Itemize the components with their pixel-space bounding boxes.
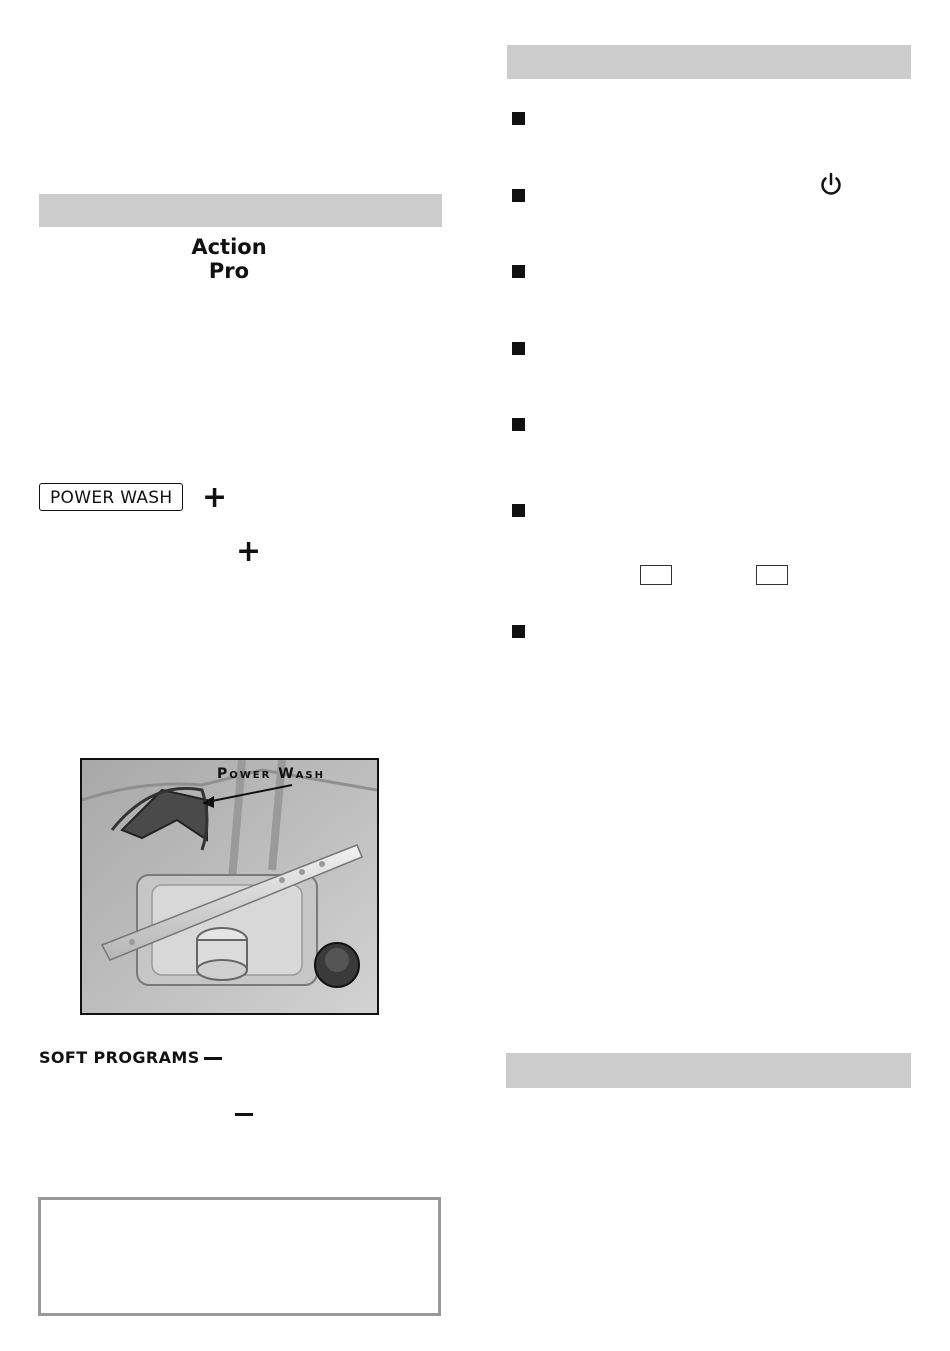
indicator-box-1 <box>640 565 672 585</box>
section-header-band-right-bottom <box>506 1053 911 1088</box>
bullet-2 <box>512 189 525 202</box>
bullet-7 <box>512 625 525 638</box>
minus-sign-inline <box>235 1113 253 1116</box>
power-wash-photo <box>80 758 379 1015</box>
power-icon <box>818 171 844 197</box>
minus-sign <box>204 1057 222 1060</box>
dishwasher-tub-illustration <box>82 760 377 1013</box>
bullet-4 <box>512 342 525 355</box>
section-header-band-left <box>39 194 442 227</box>
action-pro-title-line1: Action <box>191 235 267 259</box>
bullet-5 <box>512 418 525 431</box>
bullet-6 <box>512 504 525 517</box>
power-wash-label: POWER WASH <box>39 483 183 511</box>
note-box <box>38 1197 441 1316</box>
bullet-3 <box>512 265 525 278</box>
indicator-box-2 <box>756 565 788 585</box>
action-pro-title-line2: Pro <box>208 259 250 283</box>
power-wash-photo-label: Power Wash <box>217 766 325 782</box>
soft-programs-label: SOFT PROGRAMS <box>39 1048 200 1067</box>
bullet-1 <box>512 112 525 125</box>
section-header-band-right-top <box>507 45 911 79</box>
plus-sign-inline: + <box>236 534 262 569</box>
plus-sign: + <box>202 480 228 515</box>
